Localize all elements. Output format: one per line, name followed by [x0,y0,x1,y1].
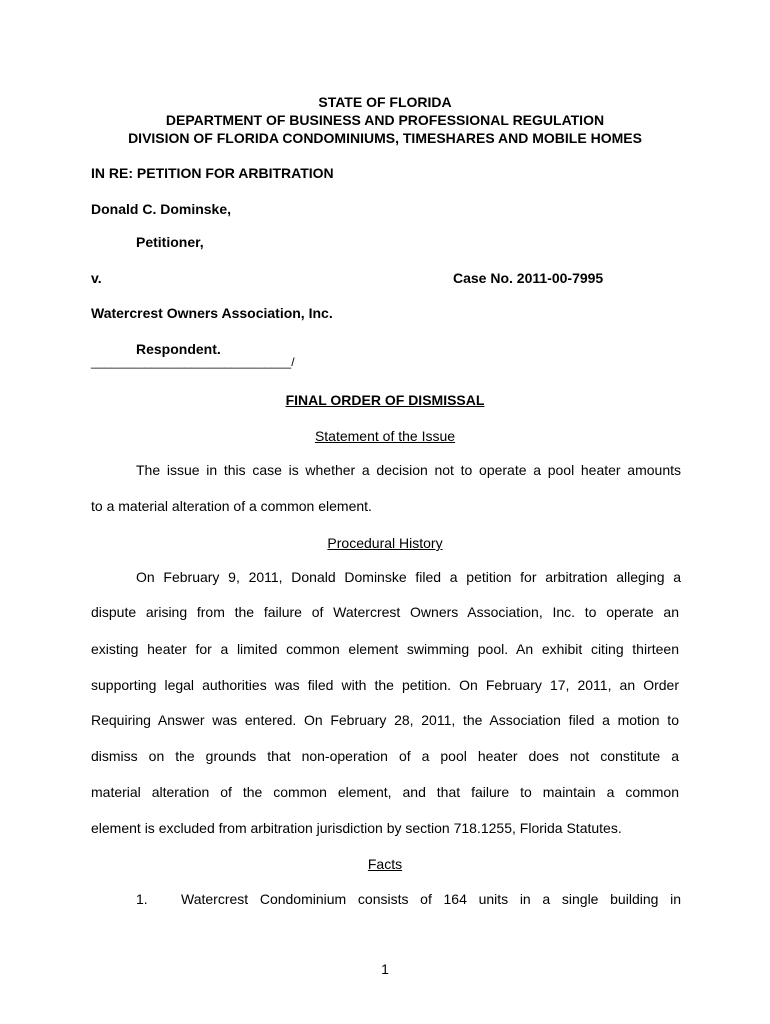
history-line-3: existing heater for a limited common element swimming pool. An exhibit citing thirteen [91,641,679,657]
respondent-name: Watercrest Owners Association, Inc. [91,305,333,321]
history-line-7: material alteration of the common element, and that failure to maintain a common [91,784,679,800]
history-line-2: dispute arising from the failure of Watercrest Owners Association, Inc. to operate an [91,604,679,620]
facts-heading: Facts [367,856,403,872]
issue-line-1: The issue in this case is whether a decision not to operate a pool heater amounts [136,462,681,478]
petitioner-role: Petitioner, [136,234,204,250]
petitioner-name: Donald C. Dominske, [91,201,232,217]
history-line-4: supporting legal authorities was filed with the petition. On February 17, 2011, an Order [91,677,679,693]
history-line-8: element is excluded from arbitration jurisdiction by section 718.1255, Florida Statutes. [91,820,622,836]
history-line-6: dismiss on the grounds that non-operation of a pool heater does not constitute a [91,748,679,764]
order-title: FINAL ORDER OF DISMISSAL [285,392,485,408]
fact-1-number: 1. [136,891,148,907]
header-state: STATE OF FLORIDA [318,94,452,110]
issue-heading: Statement of the Issue [314,428,456,444]
respondent-role: Respondent. [136,341,221,357]
issue-line-2: to a material alteration of a common element. [91,498,372,514]
case-number: Case No. 2011-00-7995 [453,270,604,286]
versus: v. [91,270,102,286]
page-number: 1 [381,961,389,977]
history-line-1: On February 9, 2011, Donald Dominske filed a petition for arbitration alleging a [136,569,681,585]
history-line-5: Requiring Answer was entered. On February 28, 2011, the Association filed a motion to [91,712,679,728]
fact-1-text: Watercrest Condominium consists of 164 units in a single building in [181,891,681,907]
signature-line: ______________________________/ [91,355,295,369]
in-re-line: IN RE: PETITION FOR ARBITRATION [91,165,334,181]
header-division: DIVISION OF FLORIDA CONDOMINIUMS, TIMESHARES AND MOBILE HOMES [128,130,642,146]
header-department: DEPARTMENT OF BUSINESS AND PROFESSIONAL REGULATION [165,112,605,128]
history-heading: Procedural History [327,535,443,551]
